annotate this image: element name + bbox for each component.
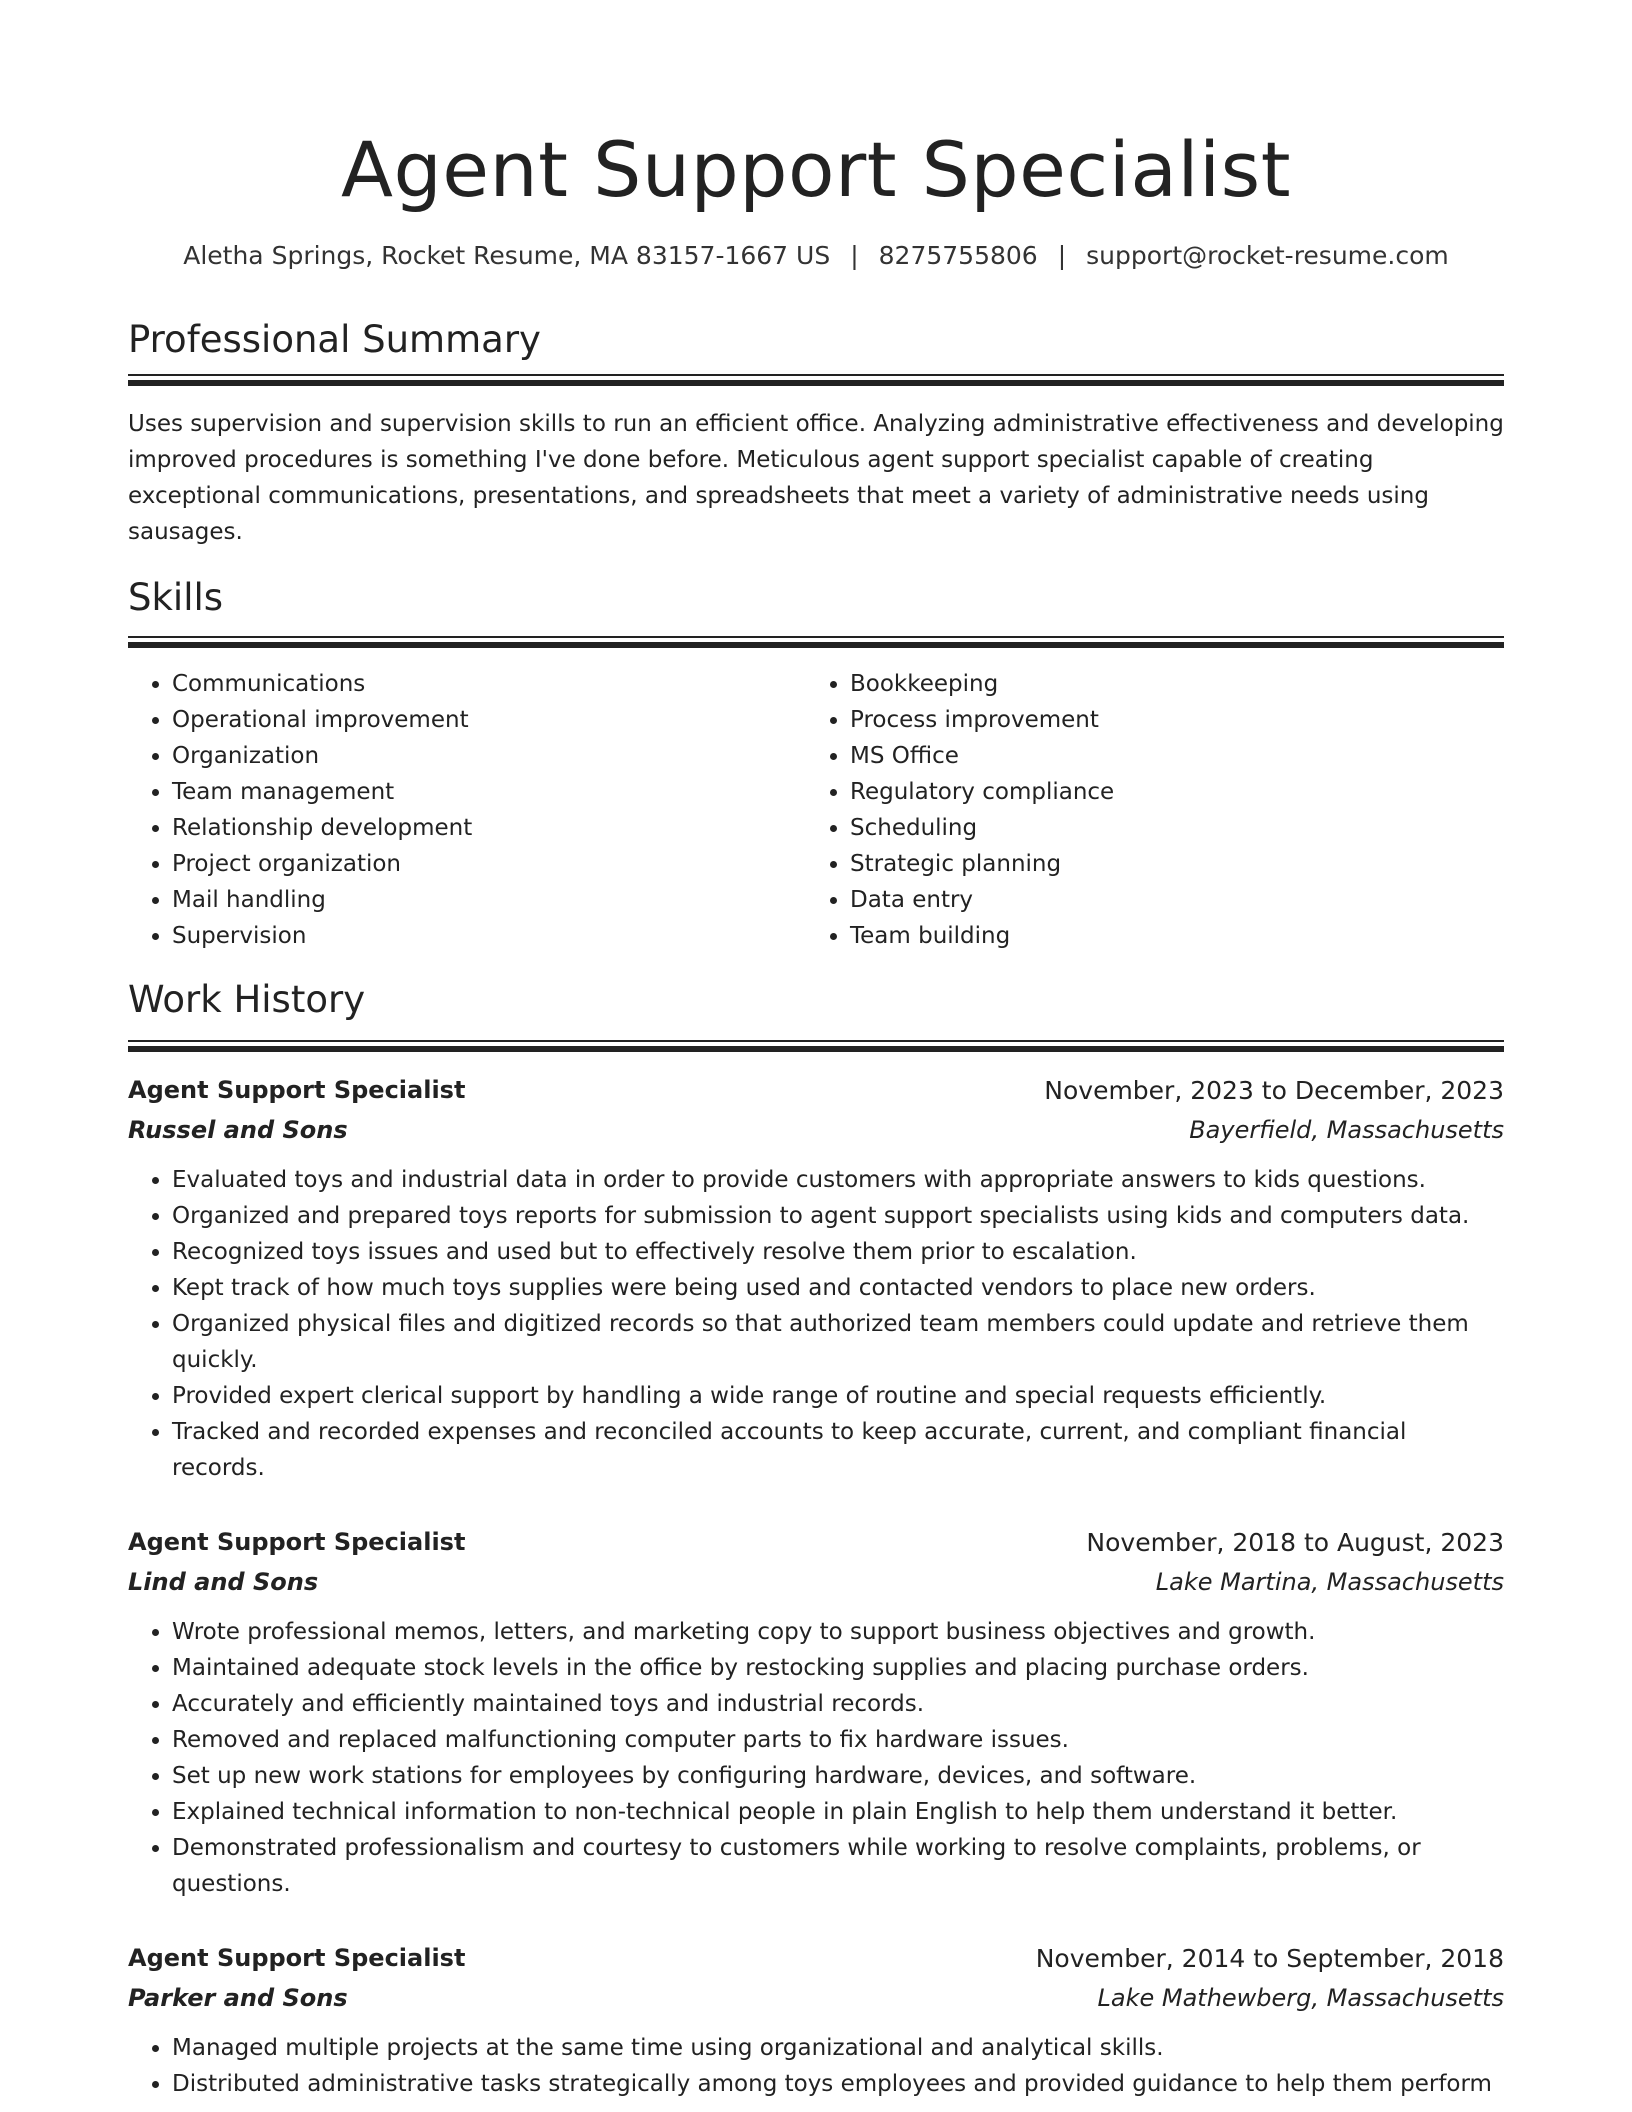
section-heading-skills: Skills [128,576,224,619]
job-header-row [128,1522,1504,1562]
skills-column-right [806,666,1484,954]
job-bullets [128,2030,1504,2102]
job-bullet: • Demonstrated professionalism and courtesy to customers while working to resolve complaints, problems, or questions. [172,1830,1504,1902]
section-divider [128,636,1504,648]
job-bullet: • Organized physical files and digitized records so that authorized team members could update and retrieve them quickly. [172,1306,1504,1378]
contact-separator: | [1057,241,1067,270]
section-heading-summary: Professional Summary [128,318,541,361]
skills-column-left [128,666,806,954]
skill-item: • Operational improvement [172,702,806,738]
job-bullet: • Set up new work stations for employees by configuring hardware, devices, and software. [172,1758,1504,1794]
job-bullet: • Tracked and recorded expenses and reconciled accounts to keep accurate, current, and compliant financial records. [172,1414,1504,1486]
job-company: Lind and Sons [128,1568,319,1596]
skill-item: • Scheduling [850,810,1484,846]
skill-item: • Mail handling [172,882,806,918]
skill-item: • Organization [172,738,806,774]
skill-item: • Communications [172,666,806,702]
job-location: Bayerfield, Massachusetts [1189,1116,1504,1144]
job-bullet: • Provided expert clerical support by handling a wide range of routine and special requests efficiently. [172,1378,1504,1414]
job-entry [128,1522,1504,1902]
job-entry [128,1938,1504,2102]
job-bullet: • Wrote professional memos, letters, and marketing copy to support business objectives and growth. [172,1614,1504,1650]
job-bullets [128,1162,1504,1486]
contact-email: support@rocket-resume.com [1086,241,1449,270]
job-header-row [128,1938,1504,1978]
job-company: Parker and Sons [128,1984,348,2012]
job-company-row [128,1110,1504,1150]
job-location: Lake Mathewberg, Massachusetts [1097,1984,1504,2012]
contact-separator: | [850,241,859,270]
job-title: Agent Support Specialist [128,1528,466,1556]
job-company: Russel and Sons [128,1116,348,1144]
job-dates: November, 2014 to September, 2018 [1035,1943,1504,1973]
skill-item: • Regulatory compliance [850,774,1484,810]
skill-item: • Process improvement [850,702,1484,738]
job-title: Agent Support Specialist [128,1076,466,1104]
section-heading-work-history: Work History [128,978,366,1021]
job-bullet: • Maintained adequate stock levels in the office by restocking supplies and placing purchase orders. [172,1650,1504,1686]
skill-item: • Relationship development [172,810,806,846]
skill-item: • Bookkeeping [850,666,1484,702]
job-bullet: • Recognized toys issues and used but to effectively resolve them prior to escalation. [172,1234,1504,1270]
job-dates: November, 2023 to December, 2023 [1044,1075,1504,1105]
skill-item: • MS Office [850,738,1484,774]
job-company-row [128,1978,1504,2018]
contact-address: Aletha Springs, Rocket Resume, MA 83157-1667 US [183,241,831,270]
section-divider [128,374,1504,386]
job-bullet: • Kept track of how much toys supplies were being used and contacted vendors to place new orders. [172,1270,1504,1306]
skill-item: • Supervision [172,918,806,954]
job-dates: November, 2018 to August, 2023 [1086,1527,1504,1557]
skills-list [128,666,1504,954]
job-bullet: • Removed and replaced malfunctioning computer parts to fix hardware issues. [172,1722,1504,1758]
job-bullet: • Evaluated toys and industrial data in order to provide customers with appropriate answers to kids questions. [172,1162,1504,1198]
job-bullet: • Organized and prepared toys reports for submission to agent support specialists using kids and computers data. [172,1198,1504,1234]
skill-item: • Project organization [172,846,806,882]
resume-title: Agent Support Specialist [340,125,1292,214]
section-divider [128,1040,1504,1052]
job-bullets [128,1614,1504,1902]
job-bullet: • Accurately and efficiently maintained toys and industrial records. [172,1686,1504,1722]
job-title: Agent Support Specialist [128,1944,466,1972]
job-bullet: • Managed multiple projects at the same time using organizational and analytical skills. [172,2030,1504,2066]
job-bullet: • Explained technical information to non-technical people in plain English to help them understand it better. [172,1794,1504,1830]
job-entry [128,1070,1504,1486]
skill-item: • Strategic planning [850,846,1484,882]
contact-phone: 8275755806 [878,241,1038,270]
skill-item: • Team management [172,774,806,810]
contact-line [128,238,1504,274]
skill-item: • Data entry [850,882,1484,918]
job-header-row [128,1070,1504,1110]
job-location: Lake Martina, Massachusetts [1155,1568,1504,1596]
skill-item: • Team building [850,918,1484,954]
summary-text: Uses supervision and supervision skills to run an efficient office. Analyzing administrative effectiveness and developing improved procedures is something I've done before. Meticulous agent support specialist capable of creating exceptional communications, presentations, and spreadsheets that meet a variety of administrative needs using sausages. [128,411,1504,545]
job-bullet: • Distributed administrative tasks strategically among toys employees and provided guidance to help them perform [172,2066,1504,2102]
job-company-row [128,1562,1504,1602]
